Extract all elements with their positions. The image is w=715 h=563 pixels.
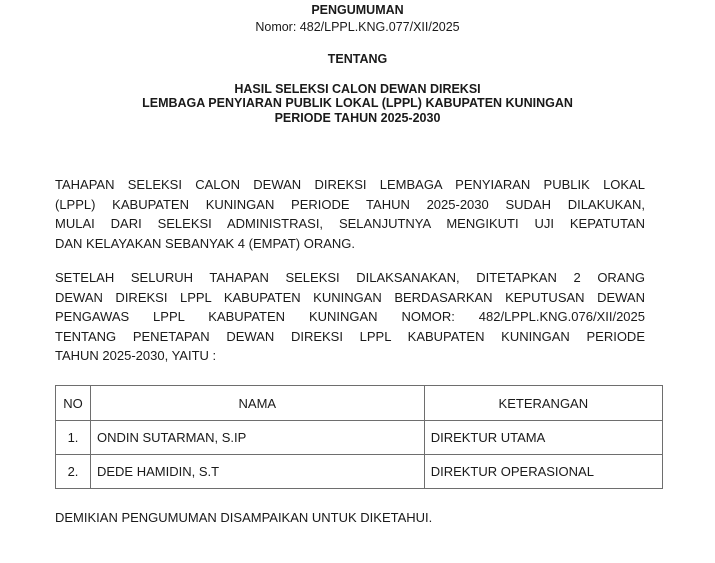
paragraph-line: DAN KELAYAKAN SEBANYAK 4 (EMPAT) ORANG. — [55, 235, 356, 251]
cell-nama: DEDE HAMIDIN, S.T — [90, 455, 424, 489]
paragraph-line: TENTANG PENETAPAN DEWAN DIREKSI LPPL KABUPATEN KUNINGAN PERIODE — [55, 328, 645, 344]
column-header-no: NO — [56, 386, 91, 421]
column-header-nama: NAMA — [90, 386, 424, 421]
closing-statement: DEMIKIAN PENGUMUMAN DISAMPAIKAN UNTUK DIKETAHUI. — [55, 510, 433, 525]
paragraph-decision — [55, 268, 645, 366]
cell-nama: ONDIN SUTARMAN, S.IP — [90, 421, 424, 455]
table-header-row — [56, 386, 663, 421]
paragraph-line: MULAI DARI SELEKSI ADMINISTRASI, SELANJUTNYA MENGIKUTI UJI KEPATUTAN — [55, 216, 645, 231]
column-header-keterangan: KETERANGAN — [424, 386, 662, 421]
cell-no: 1. — [56, 421, 91, 455]
document-number: Nomor: 482/LPPL.KNG.077/XII/2025 — [255, 20, 460, 34]
cell-keterangan: DIREKTUR OPERASIONAL — [424, 455, 662, 489]
table-row — [56, 421, 663, 455]
table-row — [56, 455, 663, 489]
directors-table — [55, 385, 663, 489]
document-title: PENGUMUMAN — [311, 3, 404, 17]
paragraph-line: TAHUN 2025-2030, YAITU : — [55, 348, 217, 363]
paragraph-line: (LPPL) KABUPATEN KUNINGAN PERIODE TAHUN 2025-2030 SUDAH DILAKUKAN, — [55, 196, 645, 212]
subject-label: TENTANG — [327, 52, 388, 66]
paragraph-line: SETELAH SELURUH TAHAPAN SELEKSI DILAKSANAKAN, DITETAPKAN 2 ORANG — [55, 270, 645, 285]
subject-line-2: LEMBAGA PENYIARAN PUBLIK LOKAL (LPPL) KABUPATEN KUNINGAN — [142, 96, 573, 110]
cell-no: 2. — [56, 455, 91, 489]
paragraph-line: DEWAN DIREKSI LPPL KABUPATEN KUNINGAN BERDASARKAN KEPUTUSAN DEWAN — [55, 289, 645, 305]
subject-line-3: PERIODE TAHUN 2025-2030 — [274, 111, 441, 125]
cell-keterangan: DIREKTUR UTAMA — [424, 421, 662, 455]
paragraph-selection-stages — [55, 175, 645, 253]
paragraph-line: TAHAPAN SELEKSI CALON DEWAN DIREKSI LEMBAGA PENYIARAN PUBLIK LOKAL — [55, 177, 645, 192]
paragraph-line: PENGAWAS LPPL KABUPATEN KUNINGAN NOMOR: 482/LPPL.KNG.076/XII/2025 — [55, 309, 645, 324]
subject-line-1: HASIL SELEKSI CALON DEWAN DIREKSI — [234, 82, 481, 96]
